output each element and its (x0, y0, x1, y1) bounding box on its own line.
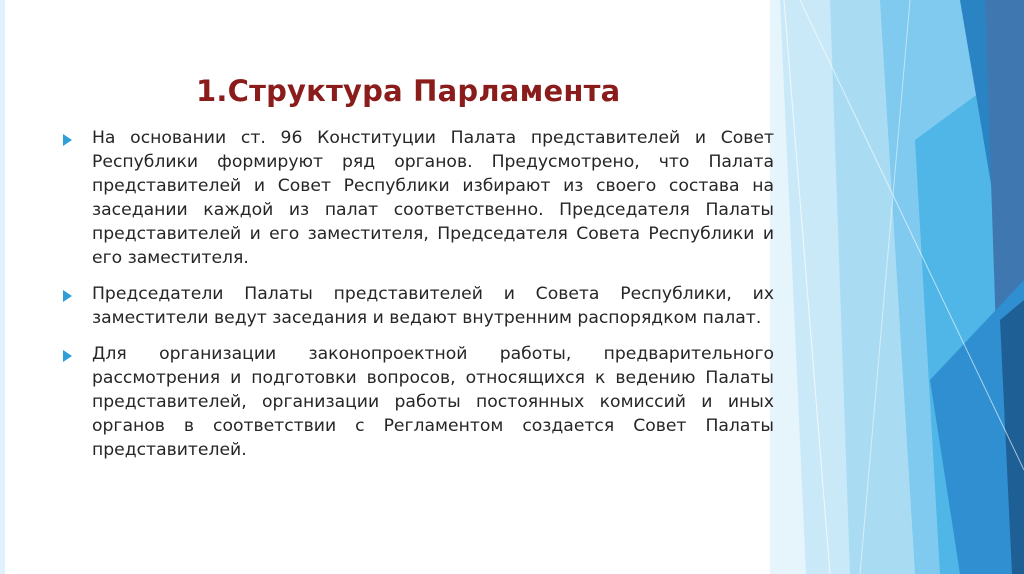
bullet-list (60, 126, 774, 474)
list-item (60, 282, 774, 330)
list-item (60, 342, 774, 462)
triangle-right-icon (63, 350, 72, 362)
list-item (60, 126, 774, 270)
slide-title: 1.Структура Парламента (196, 74, 621, 108)
list-item-text: На основании ст. 96 Конституции Палата представителей и Совет Республики формируют ряд органов. Предусмотрено, что Палата представителей и Совет Республики избирают из своего состава на заседании каждой из палат соответственно. Председателя Палаты представителей и его заместителя, Председателя Совета Республики и его заместителя. (92, 128, 774, 268)
list-item-text: Председатели Палаты представителей и Совета Республики, их заместители ведут заседания и ведают внутренним распорядком палат. (92, 284, 774, 328)
list-item-text: Для организации законопроектной работы, предварительного рассмотрения и подготовки вопросов, относящихся к ведению Палаты представителей, организации работы постоянных комиссий и иных органов в соответствии с Регламентом создается Совет Палаты представителей. (92, 344, 774, 460)
triangle-right-icon (63, 290, 72, 302)
triangle-right-icon (63, 134, 72, 146)
left-accent-strip (0, 0, 5, 574)
